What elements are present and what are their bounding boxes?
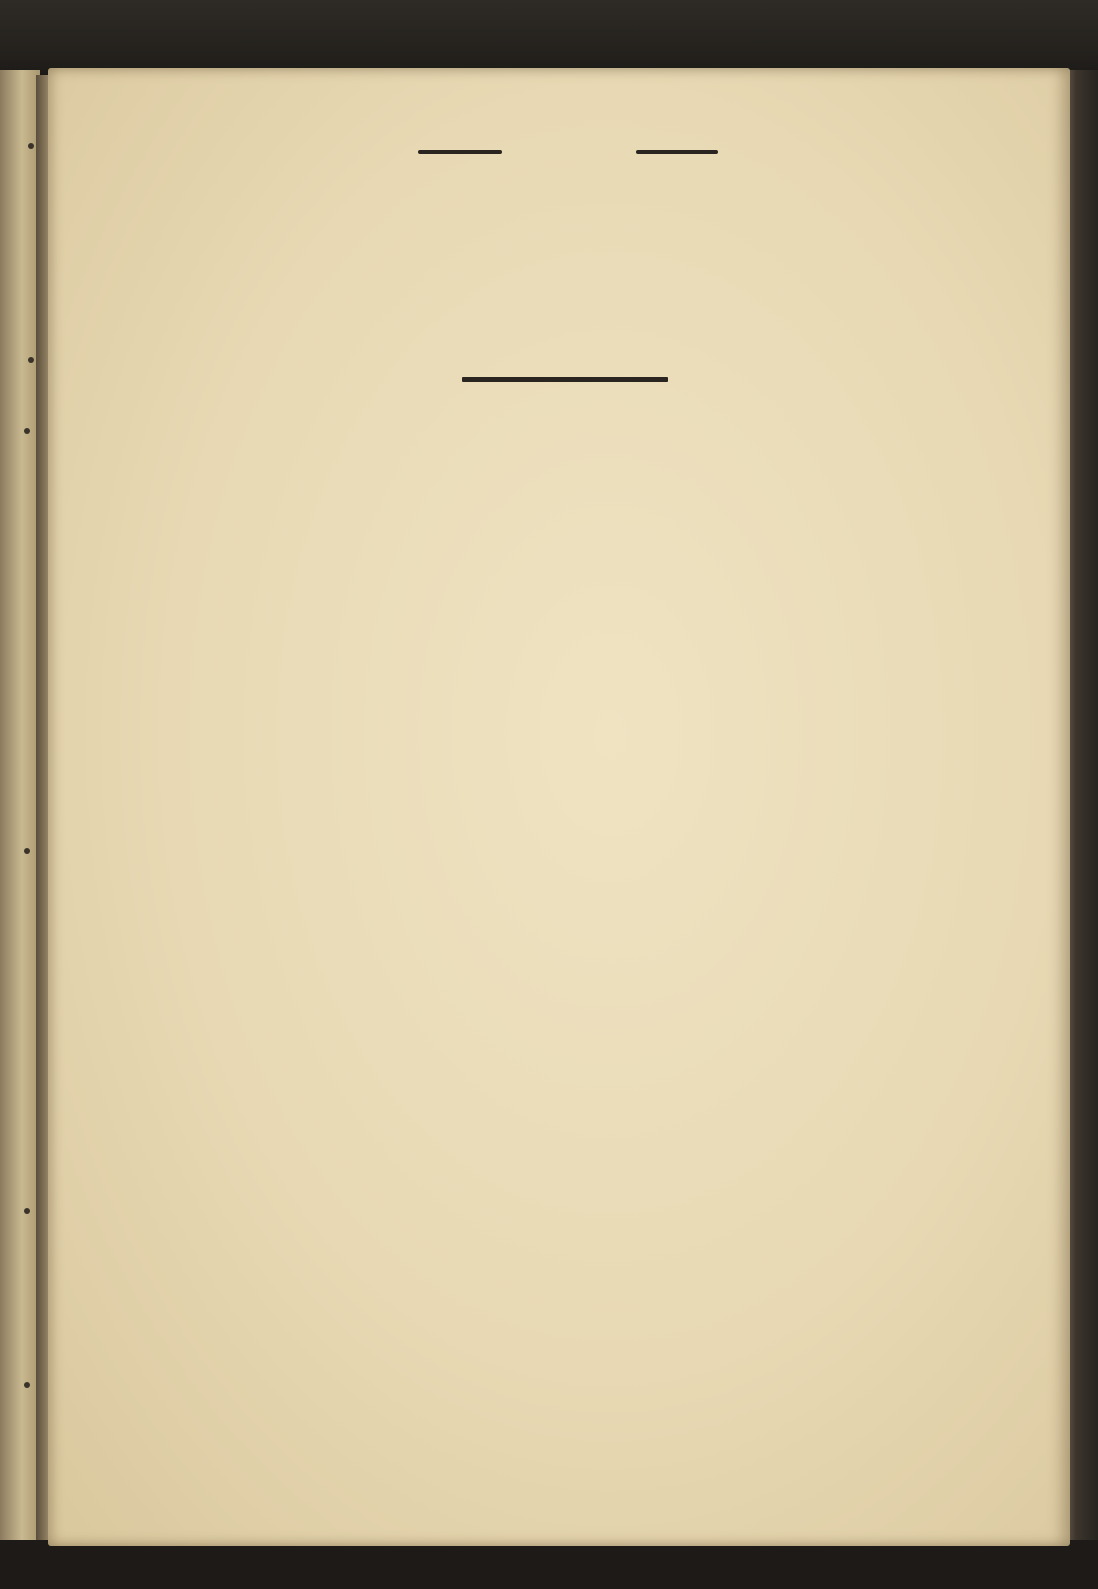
section-divider (462, 377, 668, 382)
page-header (418, 132, 718, 172)
margin-mark (28, 357, 34, 363)
header-dash-right (636, 150, 718, 154)
book-binding-bottom (0, 1540, 1098, 1589)
book-page (48, 68, 1070, 1546)
margin-mark (24, 428, 30, 434)
margin-mark (28, 143, 34, 149)
margin-mark (24, 848, 30, 854)
previous-page-edge (0, 70, 40, 1545)
header-dash-left (418, 150, 502, 154)
margin-mark (24, 1382, 30, 1388)
margin-mark (24, 1208, 30, 1214)
book-binding-top (0, 0, 1098, 78)
